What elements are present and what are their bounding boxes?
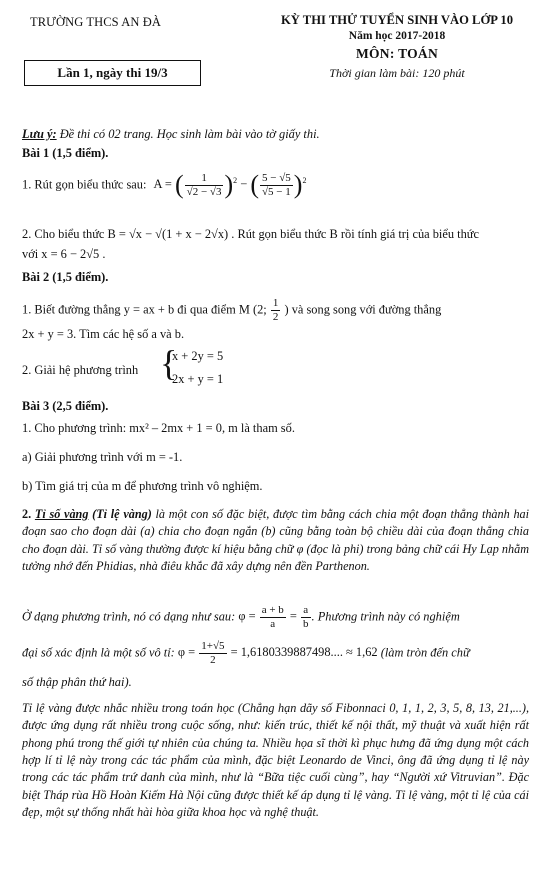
- bai1-q1-formula: A = ( $\frac{1}{√2 - √3}$ )$^2$ − ( $\frac{5 - √5}{√5 - 1}$ )$^2$: [153, 170, 307, 200]
- note-line: [22, 126, 532, 142]
- bai1-q2-line1: 2. Cho biểu thức B = √x − √(1 + x − 2√x) . Rút gọn biểu thức B rồi tính giá trị của biểu thức: [22, 227, 480, 241]
- golden-ratio-equation-line: [22, 604, 532, 631]
- golden-ratio-para4: Tỉ lệ vàng được nhắc nhiều trong toán học (Chẳng hạn dãy số Fibonnaci 0, 1, 1, 2, 3, 5, 8, 13, 21,...), được ứng dụng rất nhiều trong cuộc sống, như: kiến trúc, thiết kế nội thất, mỹ thuật và xuất hiện rất phong phú trong thế giới tự nhiên của chúng ta. Nhiều họa sĩ thời kì phục hưng đã ứng dụng một cách hợp lí tỉ lệ này trong các tác phẩm của mình, đặc biệt Leonardo de Vinci, ông đã ứng dụng tỉ lệ này trong các tác phẩm trứ danh của mình, như là “Bữa tiệc cuối cùng”, hay “Người xứ Vitruvian”. Đặc biệt Tháp rùa Hồ Hoàn Kiếm Hà Nội cũng được thiết kế áp dụng tỉ lệ vàng. Tỉ lệ vàng, một tỉ lệ của cái đẹp, một sự thống nhất hài hòa giữa khoa học và nghệ thuật.: [22, 701, 529, 819]
- bai2-q1-text-a: 1. Biết đường thẳng y = ax + b đi qua điểm M (2;: [22, 302, 267, 317]
- bai3-title: Bài 3 (2,5 điểm).: [22, 399, 109, 413]
- bai3-q2-term: Tỉ số vàng: [34, 507, 89, 521]
- system-brace: {: [160, 343, 178, 383]
- phi-value-intro: đại số xác định là một số vô tỉ:: [22, 645, 175, 660]
- system-eq2: 2x + y = 1: [172, 372, 224, 386]
- formula-minus: −: [240, 177, 248, 192]
- bai2-q1-fraction: $\frac{1}{2}$: [272, 297, 279, 323]
- subject-title: MÔN: TOÁN: [355, 46, 439, 61]
- bai1-q1: [22, 172, 532, 206]
- phi-value: φ = $\frac{1+√5}{2}$ = 1,6180339887498.... ≈ 1,62: [177, 640, 378, 666]
- exam-duration: Thời gian làm bài: 120 phút: [329, 66, 465, 80]
- bai2-title: Bài 2 (1,5 điểm).: [22, 270, 109, 284]
- formula-lhs: A =: [153, 177, 172, 192]
- golden-ratio-para1: [22, 506, 529, 575]
- school-year: Năm học 2017-2018: [348, 30, 446, 42]
- exam-title: KỲ THI THỬ TUYỂN SINH VÀO LỚP 10: [281, 13, 513, 27]
- equation-intro: Ở dạng phương trình, nó có dạng như sau:: [22, 609, 236, 624]
- equation-outro: . Phương trình này có nghiệm: [311, 609, 460, 624]
- bai3-q2-para1-text: là một con số đặc biệt, được tìm bằng cách chia một đoạn thẳng thành hai đoạn sao cho đoạn dài (a) chia cho đoạn ngắn (b) cũng bằng toàn bộ chiều dài của đoạn thẳng chia cho đoạn dài. Tỉ số vàng thường được kí hiệu bằng chữ φ (đọc là phi) trong bảng chữ cái Hy Lạp nhằm tưởng nhớ đến Phidias, nhà điêu khắc đã xây dựng nên đền Parthenon.: [22, 507, 530, 573]
- bai2-q2-text: 2. Giải hệ phương trình: [22, 363, 139, 377]
- bai3-q2-label: 2.: [22, 507, 32, 521]
- bai3-qa: a) Giải phương trình với m = -1.: [22, 450, 183, 464]
- formula-exponent-1: 2: [233, 176, 238, 186]
- phi-equation: φ = $\frac{a + b}{a}$ = $\frac{a}{b}$: [238, 604, 309, 630]
- phi-value-line2: số thập phân thứ hai).: [22, 675, 132, 689]
- phi-value-outro: (làm tròn đến chữ: [380, 645, 470, 660]
- formula-exponent-2: 2: [302, 176, 307, 186]
- bai1-q1-text: 1. Rút gọn biểu thức sau:: [22, 177, 147, 192]
- system-eq1: x + 2y = 5: [172, 349, 224, 363]
- bai1-title: Bài 1 (1,5 điểm).: [22, 146, 109, 160]
- bai3-qb: b) Tìm giá trị của m để phương trình vô nghiệm.: [22, 479, 263, 493]
- session-box: Lần 1, ngày thi 19/3: [24, 60, 201, 86]
- bai1-q2-line2: với x = 6 − 2√5 .: [22, 247, 106, 261]
- formula-fraction-2: $\frac{5 - √5}{√5 - 1}$: [262, 172, 291, 198]
- bai2-q1-line1: [22, 297, 532, 324]
- note-label: Lưu ý:: [22, 127, 57, 141]
- bai3-q1: 1. Cho phương trình: mx² – 2mx + 1 = 0, m là tham số.: [22, 421, 295, 435]
- bai2-q1-line2: 2x + y = 3. Tìm các hệ số a và b.: [22, 327, 185, 341]
- bai2-q1-text-b: ) và song song với đường thẳng: [284, 302, 442, 317]
- phi-value-line: [22, 640, 532, 667]
- formula-fraction-1: $\frac{1}{√2 - √3}$: [186, 172, 222, 198]
- school-name: TRƯỜNG THCS AN ĐÀ: [30, 15, 161, 29]
- note-text: Đề thi có 02 trang. Học sinh làm bài vào tờ giấy thi.: [56, 127, 320, 141]
- bai3-q2-term-alt: (Tỉ lệ vàng): [92, 507, 152, 521]
